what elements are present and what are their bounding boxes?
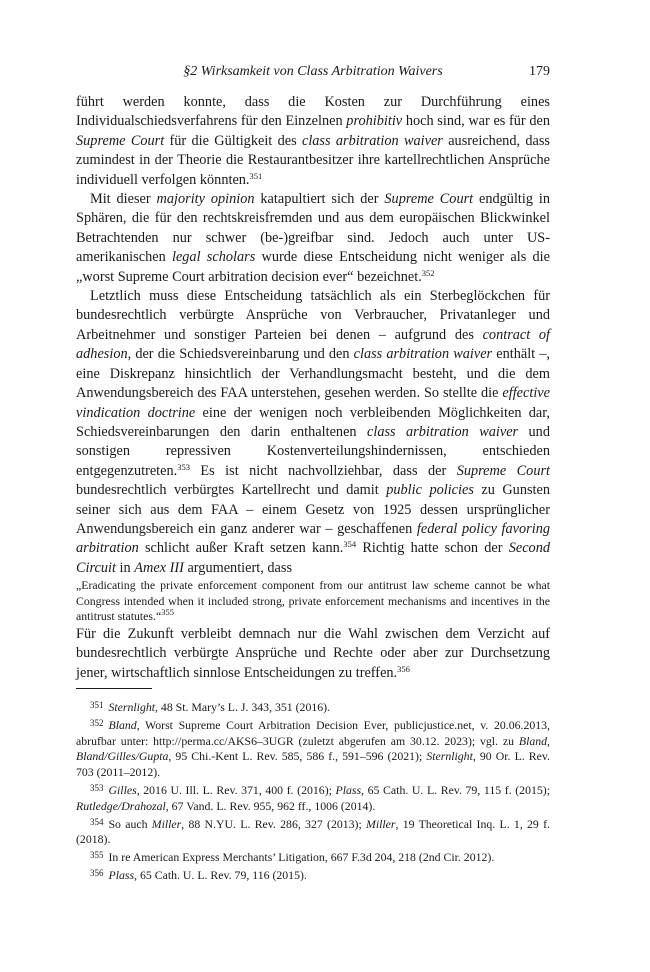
- text-run: wurde diese Entscheidung nicht weniger als die „worst Supreme Court arbitration decision ever“ bezeichnet.: [76, 249, 550, 285]
- italic-text: Supreme Court: [456, 462, 550, 479]
- text-run: , 19 Theoretical Inq. L. 1, 29 f. (2018).: [76, 816, 550, 847]
- text-run: und sonstigen repressiven Kostenverteilungshindernissen, entschieden entgegenzutreten.: [76, 423, 550, 479]
- text-run: bundesrechtlich verbürgtes Kartellrecht und damit: [76, 482, 387, 499]
- italic-text: Miller: [366, 816, 396, 831]
- text-run: Letztlich muss diese Entscheidung tatsächlich als ein Sterbeglöckchen für bundesrechtlich verbürgte Ansprüche von Verbraucher, Privatanleger und Arbeitnehmer und sonstiger Parteien bei denen – aufgrund des: [76, 288, 550, 343]
- italic-text: Plass: [335, 782, 362, 797]
- footnote: [76, 781, 550, 815]
- italic-text: federal policy favoring arbitration: [76, 520, 551, 557]
- italic-text: Gilles: [108, 782, 137, 797]
- text-run: , 65 Cath. U. L. Rev. 79, 116 (2015).: [134, 867, 307, 882]
- block-quote: [76, 578, 550, 625]
- italic-text: effective vindication doctrine: [76, 385, 550, 421]
- text-run: schlicht außer Kraft setzen kann.: [138, 540, 344, 557]
- italic-text: class arbitration waiver: [367, 423, 519, 440]
- footnote-number: 353: [90, 782, 104, 793]
- italic-text: prohibitiv: [346, 113, 403, 130]
- italic-text: Supreme Court: [76, 132, 165, 149]
- text-run: ausreichend, dass zumindest in der Theorie die Restaurantbesitzer ihre kartellrechtlichen Ansprüche individuell verfolgen könnten.: [76, 132, 550, 188]
- text-run: argumentiert, dass: [183, 559, 293, 576]
- text-run: in: [115, 559, 135, 576]
- page-header: [76, 64, 550, 84]
- text-run: katapultiert sich der: [254, 191, 385, 208]
- footnote-number: 355: [90, 850, 104, 861]
- text-run: , 90 Or. L. Rev. 703 (2011–2012).: [76, 749, 550, 780]
- italic-text: Amex III: [134, 559, 184, 576]
- italic-text: Bland: [518, 733, 548, 748]
- text-run: , 65 Cath. U. L. Rev. 79, 115 f. (2015);: [361, 782, 550, 797]
- text-run: , 2016 U. Ill. L. Rev. 371, 400 f. (2016);: [136, 782, 336, 797]
- text-run: führt werden konnte, dass die Kosten zur Durchführung eines Individualschiedsverfahrens für den Einzelnen: [76, 94, 550, 130]
- paragraph: [76, 93, 550, 190]
- footnote: [76, 848, 550, 866]
- text-run: „Eradicating the private enforcement component from our antitrust law scheme cannot be what Congress intended when it included strong, private enforcement mechanisms and incentives in the antitrust statutes.“: [76, 578, 550, 624]
- footnote-separator: [76, 688, 152, 689]
- italic-text: contract of adhesion: [76, 326, 550, 363]
- paragraph: [76, 287, 550, 578]
- text-run: , 67 Vand. L. Rev. 955, 962 ff., 1006 (2014).: [165, 798, 376, 813]
- footnote-number: 351: [90, 700, 104, 710]
- footnote: [76, 866, 550, 884]
- text-run: enthält –, eine Diskrepanz hinsichtlich der Verhandlungsmacht besteht, und die dem Anwendungsbereich des FAA unterstehen, gesehen werden. So stellte die: [76, 346, 550, 402]
- italic-text: Supreme Court: [384, 191, 474, 208]
- footnote-number: 352: [90, 717, 104, 728]
- italic-text: public policies: [386, 482, 474, 499]
- text-run: Mit dieser: [90, 191, 157, 208]
- running-head: §2 Wirksamkeit von Class Arbitration Waivers: [183, 64, 443, 79]
- text-run: , 88 N.YU. L. Rev. 286, 327 (2013);: [181, 816, 367, 831]
- italic-text: class arbitration waiver: [301, 132, 443, 149]
- main-text: [76, 93, 550, 683]
- text-run: , der die Schiedsvereinbarung und den: [127, 346, 354, 363]
- footnote-ref: 356: [397, 663, 410, 674]
- text-run: So auch: [108, 816, 152, 831]
- paragraph: [76, 190, 550, 287]
- text-run: Für die Zukunft verbleibt demnach nur die Wahl zwischen dem Verzicht auf bundesrechtlich verbürgte Ansprüche und Rechte oder aber zur Durchsetzung jener, wirtschaftlich sinnlose Entscheidungen zu treffen.: [76, 625, 550, 681]
- text-run: , Worst Supreme Court Arbitration Decision Ever, publicjustice.net, v. 20.06.2013, abrufbar unter: http://perma.cc/AKS6–3UGR (zuletzt abgerufen am 30.12. 2023); vgl. zu: [76, 717, 550, 748]
- footnote: [76, 698, 550, 716]
- italic-text: Plass: [108, 867, 135, 882]
- italic-text: legal scholars: [171, 249, 256, 266]
- text-run: endgültig in Sphären, die für den rechtskreisfremden und aus dem europäischen Blickwinkel Betrachtenden nur schwer (be-)greifbar sind. Jedoch auch unter US-amerikanischen: [76, 191, 550, 266]
- footnote-number: 354: [90, 816, 104, 827]
- footnote-number: 356: [90, 867, 104, 878]
- text-run: ,: [547, 733, 550, 748]
- italic-text: Sternlight: [108, 700, 156, 714]
- italic-text: Second Circuit: [76, 540, 550, 576]
- italic-text: Miller: [151, 816, 182, 831]
- text-run: für die Gültigkeit des: [164, 132, 302, 149]
- text-run: Richtig hatte schon der: [356, 540, 509, 557]
- page-number: 179: [529, 64, 550, 79]
- text-run: In re American Express Merchants’ Litigation, 667 F.3d 204, 218 (2nd Cir. 2012).: [108, 850, 495, 865]
- paragraph: [76, 625, 550, 683]
- footnote-ref: 351: [249, 170, 263, 181]
- footnote: [76, 815, 550, 849]
- footnote-ref: 355: [161, 607, 174, 618]
- footnote: [76, 716, 550, 781]
- text-run: hoch sind, war es für den: [402, 113, 550, 130]
- text-run: Es ist nicht nachvollziehbar, dass der: [189, 462, 457, 479]
- italic-text: majority opinion: [156, 191, 255, 208]
- italic-text: Bland/Gilles/Gupta: [76, 749, 169, 764]
- text-run: zu Gunsten seiner sich aus dem FAA – einem Gesetz von 1925 dessen ursprünglicher Anwendungsbereich ein ganz anderer war – geschaffenen: [76, 482, 551, 537]
- footnote-ref: 352: [421, 267, 435, 278]
- text-run: , 48 St. Mary’s L. J. 343, 351 (2016).: [155, 700, 331, 714]
- italic-text: Rutledge/Drahozal: [76, 798, 166, 813]
- footnotes: [76, 698, 550, 884]
- text-run: eine der wenigen noch verbleibenden Möglichkeiten dar, Schiedsvereinbarungen den darin enthaltenen: [76, 404, 550, 440]
- italic-text: Sternlight: [426, 749, 473, 764]
- text-run: , 95 Chi.-Kent L. Rev. 585, 586 f., 591–596 (2021);: [168, 749, 427, 764]
- footnote-ref: 354: [343, 539, 357, 550]
- italic-text: class arbitration waiver: [353, 346, 493, 363]
- italic-text: Bland: [108, 717, 137, 732]
- footnote-ref: 353: [177, 461, 190, 472]
